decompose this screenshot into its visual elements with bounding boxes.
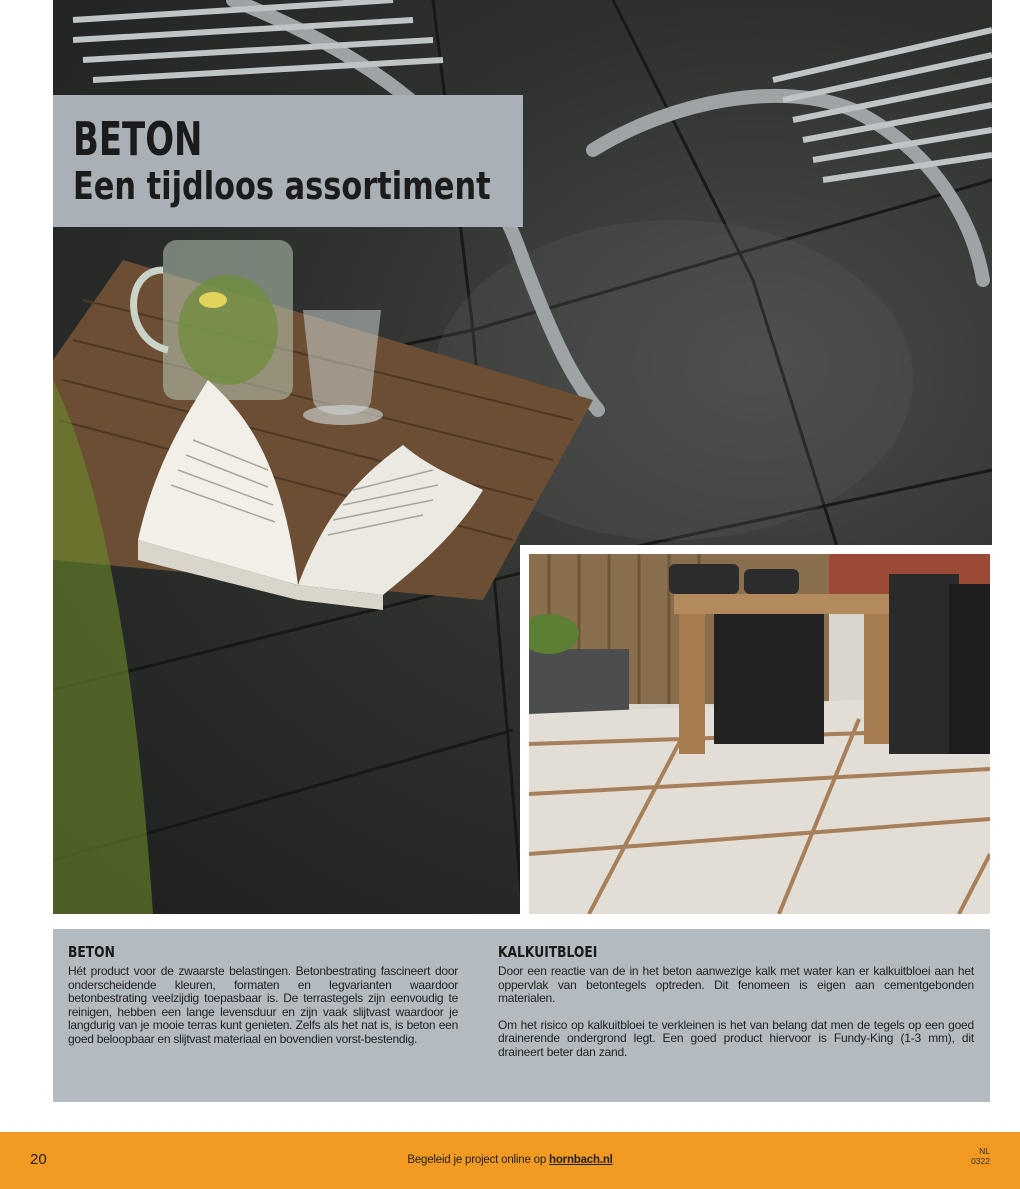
- inset-illustration: [529, 554, 990, 914]
- section-kalkuitbloei: [498, 943, 974, 1059]
- footer-bar: [0, 1132, 1020, 1189]
- title-box: [53, 95, 523, 227]
- section-beton: [68, 943, 458, 1046]
- info-box: [53, 929, 990, 1102]
- footer-caption: Begeleid je project online op: [407, 1154, 550, 1166]
- catalog-code: 0322: [971, 1156, 990, 1166]
- page-number: 20: [30, 1151, 47, 1168]
- inset-photo-frame: [520, 545, 992, 917]
- section-heading: KALKUITBLOEI: [498, 943, 598, 961]
- footer-text: [0, 1154, 1020, 1166]
- section-paragraph: Hét product voor de zwaarste belastingen. Betonbestrating fascineert door onderscheidende kleuren, formaten en legvarianten waardoor betonbestrating veelzijdig toepasbaar is. De terrastegels zijn eenvoudig te reinigen, hebben een lange levensduur en zijn vaak slijtvast waardoor je langdurig van je mooie terras kunt genieten. Zelfs als het nat is, is beton een goed beloopbaar en slijtvast materiaal en bovendien vorst-bestendig.: [68, 964, 458, 1046]
- country-code: NL: [979, 1146, 990, 1156]
- section-heading: BETON: [68, 943, 115, 961]
- section-paragraph: Om het risico op kalkuitbloei te verkleinen is het van belang dat men de tegels op een goed drainerende ondergrond legt. Een goed product hiervoor is Fundy-King (1-3 mm), dit draineert beter dan zand.: [498, 1017, 974, 1059]
- section-paragraph: Door een reactie van de in het beton aanwezige kalk met water kan er kalkuitbloei aan het oppervlak van betontegels optreden. Dit fenomeen is eigen aan cementgebonden materialen.: [498, 964, 974, 1005]
- page-title: BETON: [73, 112, 203, 166]
- page-subtitle: Een tijdloos assortiment: [73, 164, 491, 208]
- inset-photo: [529, 554, 990, 914]
- footer-code: [971, 1146, 990, 1166]
- footer-link[interactable]: hornbach.nl: [549, 1154, 613, 1166]
